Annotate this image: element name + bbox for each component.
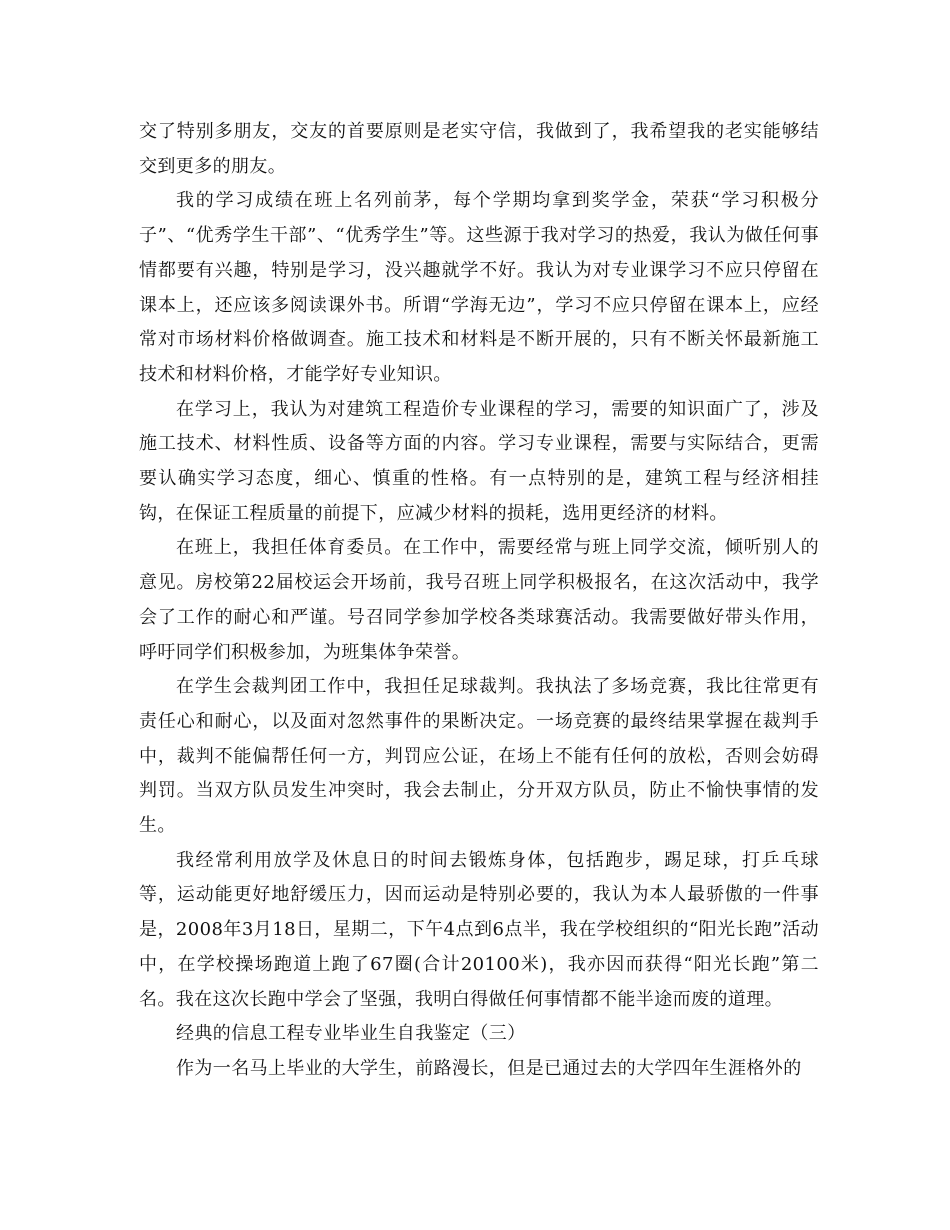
paragraph-sports-committee: 在班上，我担任体育委员。在工作中，需要经常与班上同学交流，倾听别人的意见。房校第22届校运会开场前，我号召班上同学积极报名，在这次活动中，我学会了工作的耐心和严谨。号召同学参加学校各类球赛活动。我需要做好带头作用，呼吁同学们积极参加，为班集体争荣誉。 xyxy=(139,537,819,663)
paragraph-referee-work: 在学生会裁判团工作中，我担任足球裁判。我执法了多场竞赛，我比往常更有责任心和耐心，以及面对忽然事件的果断决定。一场竞赛的最终结果掌握在裁判手中，裁判不能偏帮任何一方，判罚应公证，在场上不能有任何的放松，否则会妨碍判罚。当双方队员发生冲突时，我会去制止，分开双方队员，防止不愉快事情的发生。 xyxy=(139,676,819,837)
paragraph-academic-performance: 我的学习成绩在班上名列前茅，每个学期均拿到奖学金，荣获“学习积极分子”、“优秀学生干部”、“优秀学生”等。这些源于我对学习的热爱，我认为做任何事情都要有兴趣，特别是学习，没兴趣就学不好。我认为对专业课学习不应只停留在课本上，还应该多阅读课外书。所谓“学海无边”，学习不应只停留在课本上，应经常对市场材料价格做调查。施工技术和材料是不断开展的，只有不断关怀最新施工技术和材料价格，才能学好专业知识。 xyxy=(139,190,819,385)
paragraph-exercise-running: 我经常利用放学及休息日的时间去锻炼身体，包括跑步，踢足球，打乒乓球等，运动能更好地舒缓压力，因而运动是特别必要的，我认为本人最骄傲的一件事是，2008年3月18日，星期二，下午4点到6点半，我在学校组织的“阳光长跑”活动中，在学校操场跑道上跑了67圈(合计20100米)，我亦因而获得“阳光长跑”第二名。我在这次长跑中学会了坚强，我明白得做任何事情都不能半途而废的道理。 xyxy=(139,849,819,1010)
section-heading: 经典的信息工程专业毕业生自我鉴定（三） xyxy=(176,1023,526,1045)
paragraph-graduate-intro: 作为一名马上毕业的大学生，前路漫长，但是已通过去的大学四年生涯格外的 xyxy=(176,1057,802,1079)
paragraph-friends-continued: 交了特别多朋友，交友的首要原则是老实守信，我做到了，我希望我的老实能够结交到更多的朋友。 xyxy=(139,121,819,177)
paragraph-professional-study: 在学习上，我认为对建筑工程造价专业课程的学习，需要的知识面广了，涉及施工技术、材料性质、设备等方面的内容。学习专业课程，需要与实际结合，更需要认确实学习态度，细心、慎重的性格。有一点特别的是，建筑工程与经济相挂钩，在保证工程质量的前提下，应减少材料的损耗，选用更经济的材料。 xyxy=(139,398,819,524)
body-text xyxy=(139,115,819,1087)
